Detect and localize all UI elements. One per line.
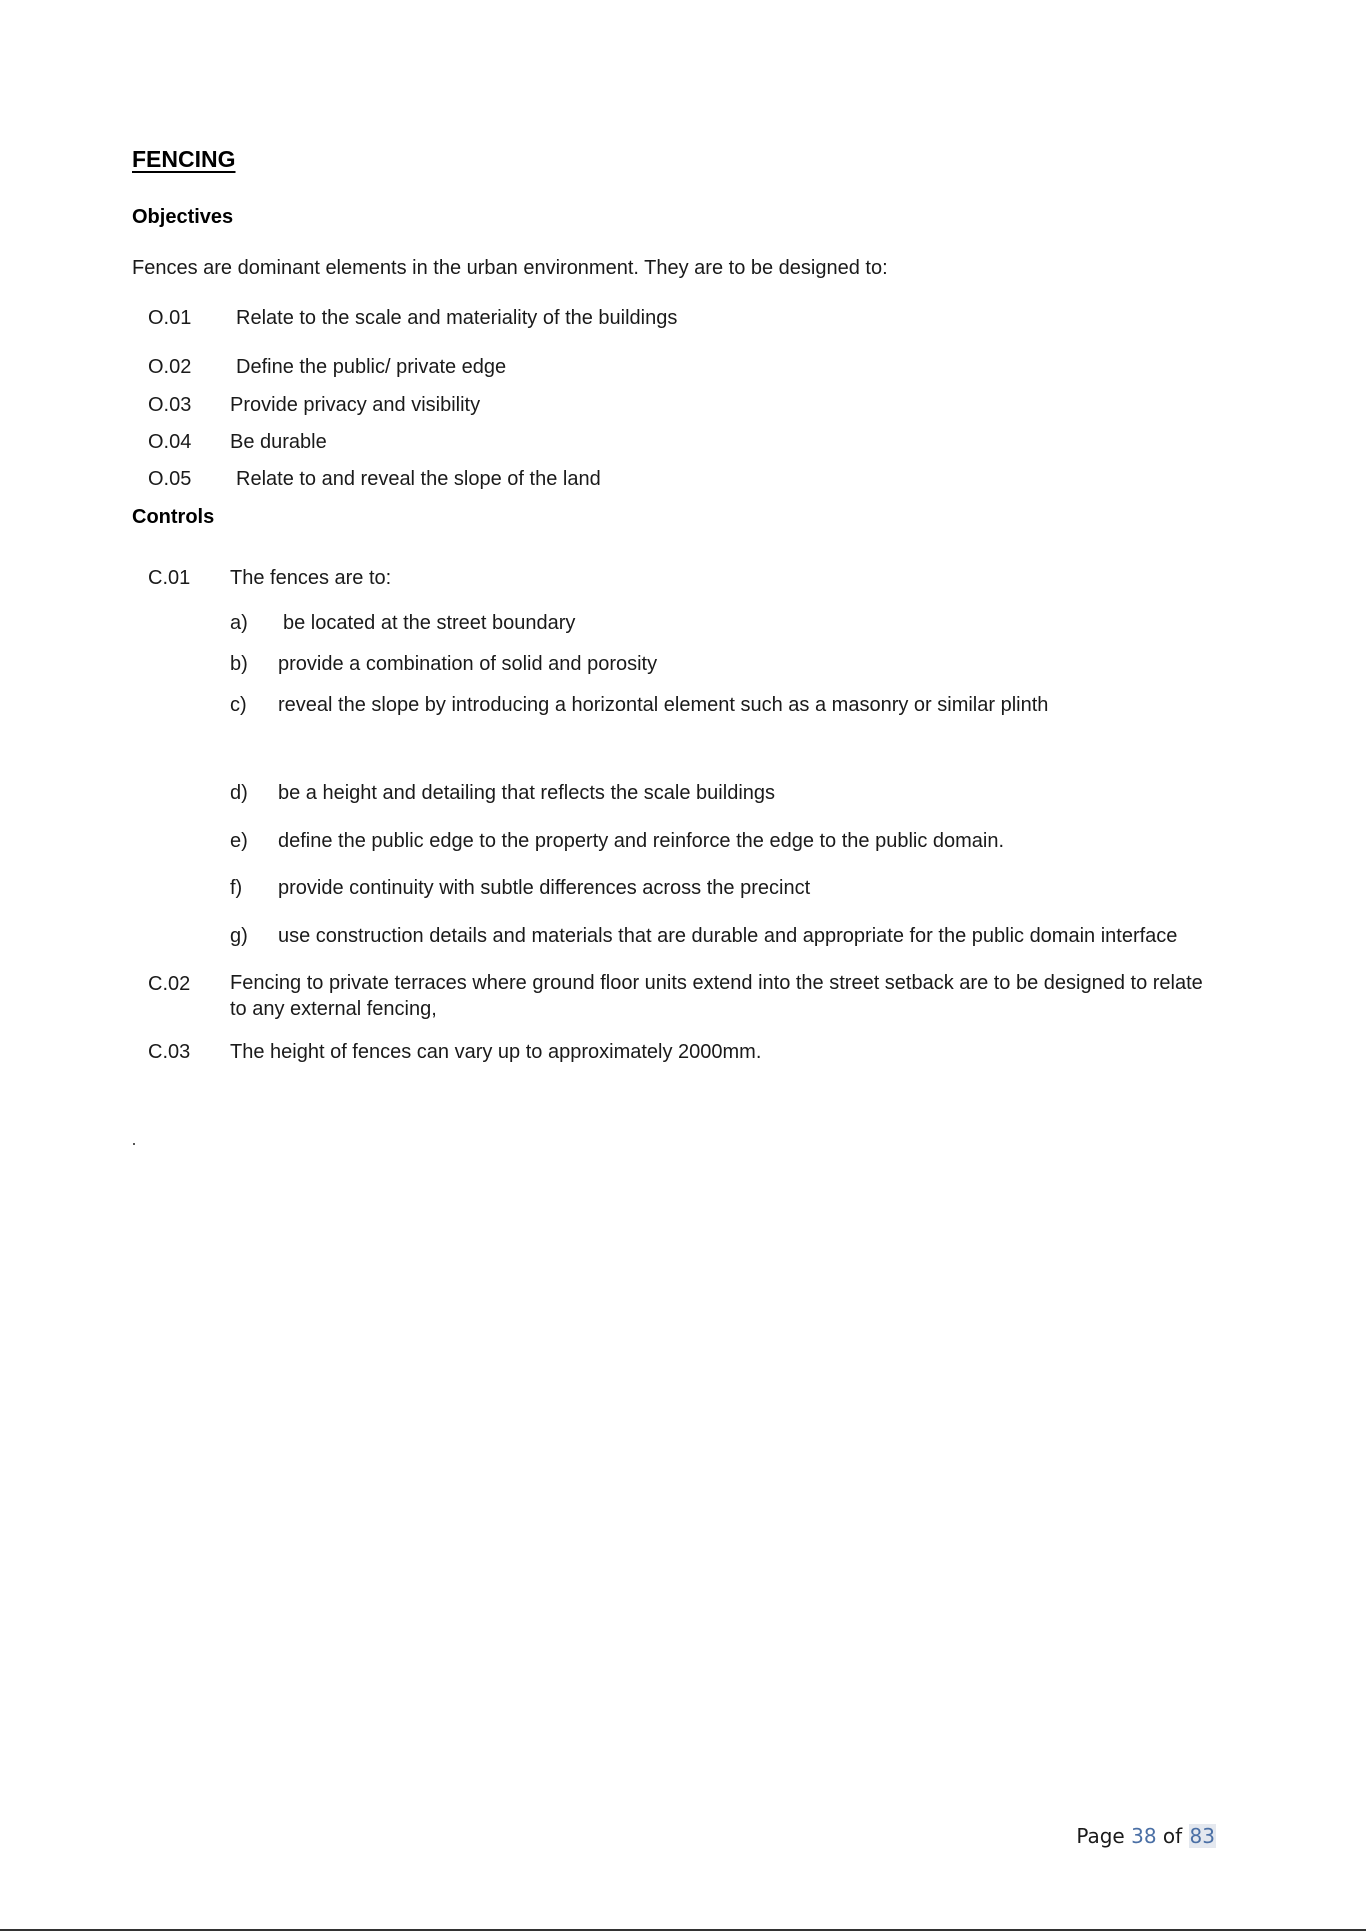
list-item-text: reveal the slope by introducing a horizontal element such as a masonry or similar plinth (278, 694, 1049, 716)
objective-number: O.03 (148, 394, 192, 416)
control-text: Fencing to private terraces where ground floor units extend into the street setback are to be designed to relate to any external fencing, (230, 972, 1203, 1020)
stray-mark (133, 1143, 135, 1145)
objective-number: O.04 (148, 431, 192, 453)
list-letter: b) (230, 653, 248, 675)
list-item-text: provide continuity with subtle differences across the precinct (278, 877, 811, 899)
list-item-text: be a height and detailing that reflects the scale buildings (278, 782, 776, 804)
list-letter: g) (230, 925, 248, 947)
list-letter: d) (230, 782, 248, 804)
list-letter: c) (230, 694, 247, 716)
list-item-text: define the public edge to the property and reinforce the edge to the public domain. (278, 830, 1005, 852)
objective-text: Relate to and reveal the slope of the land (236, 468, 601, 490)
objective-text: Relate to the scale and materiality of the buildings (236, 307, 678, 329)
control-number: C.01 (148, 567, 191, 589)
objective-text: Be durable (230, 431, 327, 453)
section-title: FENCING (132, 146, 236, 172)
objective-number: O.01 (148, 307, 192, 329)
intro-paragraph: Fences are dominant elements in the urban environment. They are to be designed to: (132, 257, 888, 279)
objective-text: Define the public/ private edge (236, 356, 507, 378)
control-number: C.02 (148, 973, 191, 995)
list-letter: f) (230, 877, 243, 899)
controls-heading: Controls (132, 506, 215, 528)
list-letter: a) (230, 612, 248, 634)
objectives-heading: Objectives (132, 206, 234, 228)
control-text: The fences are to: (230, 567, 392, 589)
objective-number: O.02 (148, 356, 192, 378)
list-item-text: be located at the street boundary (283, 612, 576, 634)
list-item-text: provide a combination of solid and porosity (278, 653, 658, 675)
page-label: Page (1076, 1824, 1125, 1848)
page-number: 38 (1131, 1824, 1157, 1848)
of-label: of (1162, 1824, 1183, 1848)
page-total: 83 (1189, 1824, 1215, 1848)
control-text: The height of fences can vary up to approximately 2000mm. (230, 1041, 762, 1063)
control-number: C.03 (148, 1041, 191, 1063)
list-item-text: use construction details and materials that are durable and appropriate for the public domain interface (278, 925, 1178, 947)
objective-number: O.05 (148, 468, 192, 490)
page-footer (1076, 1824, 1216, 1848)
objective-text: Provide privacy and visibility (230, 394, 481, 416)
list-letter: e) (230, 830, 248, 852)
